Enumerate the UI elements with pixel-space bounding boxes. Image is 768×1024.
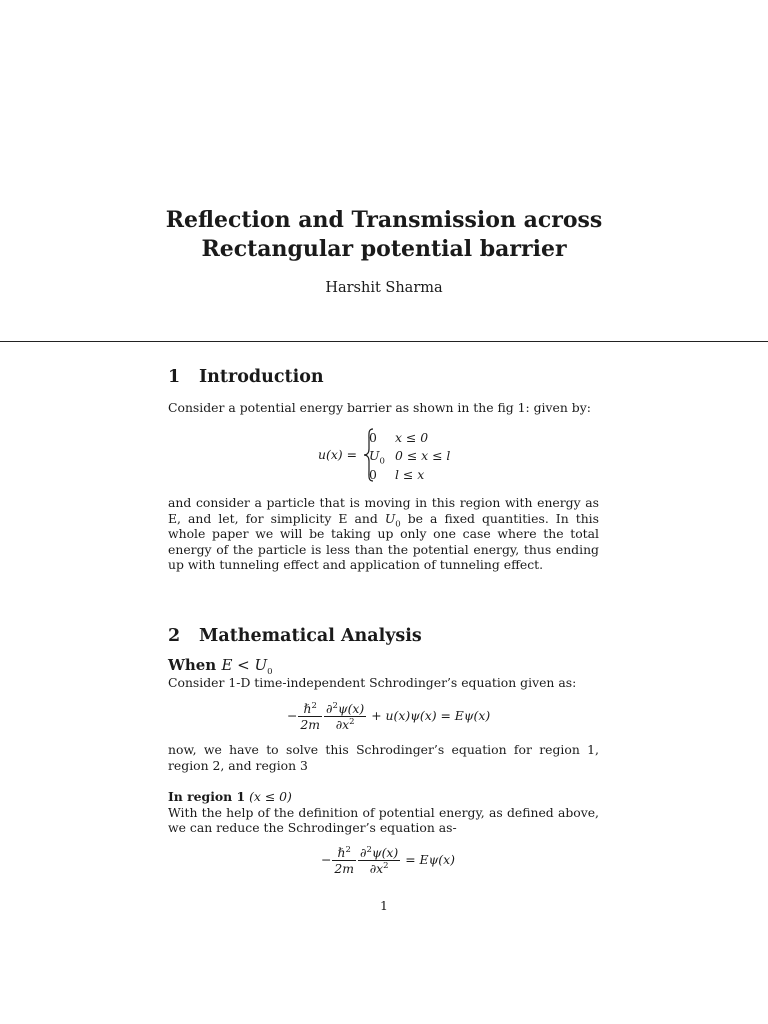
region-1-condition: (x ≤ 0): [249, 789, 292, 804]
equation-case-row: [369, 448, 451, 467]
section-2-title: Mathematical Analysis: [199, 626, 422, 646]
eq-psi: ψ(x): [371, 845, 399, 860]
section-1-para-1-text: Consider a potential energy barrier as shown in the fig 1: given by:: [168, 400, 591, 415]
section-1-para-1: [168, 400, 599, 416]
section-1-number: 1: [168, 367, 181, 387]
section-2-para-2: [168, 742, 599, 773]
schrodinger-equation: [287, 701, 490, 732]
eq-psi: ψ(x): [337, 701, 365, 716]
case-value: 0: [369, 467, 377, 482]
case-value: U: [369, 448, 380, 463]
title-line-1: Reflection and Transmission across: [165, 207, 603, 233]
eq-sup: 2: [383, 860, 389, 871]
section-2-para-1: [168, 675, 599, 691]
subheading-condition: E < U: [221, 656, 268, 674]
para-2-symbol-subscript: 0: [395, 518, 401, 529]
eq-rest: = Eψ(x): [405, 852, 455, 867]
subheading-when: When: [168, 656, 217, 674]
eq-minus: −: [321, 852, 332, 867]
eq-sup: 2: [332, 700, 338, 711]
eq-denominator: 2m: [334, 861, 355, 876]
case-value-subscript: 0: [379, 456, 385, 467]
subheading-condition-subscript: 0: [267, 667, 273, 677]
title-line-2: Rectangular potential barrier: [201, 236, 567, 262]
section-2-heading: [168, 626, 422, 646]
section-2-para-1-text: Consider 1-D time-independent Schrodinger’s equation given as:: [168, 675, 577, 690]
equation-case-row: [369, 467, 424, 482]
eq-denominator: 2m: [300, 717, 321, 732]
section-2-number: 2: [168, 626, 181, 646]
eq-fraction-hbar: [332, 845, 356, 876]
eq-partial-x: ∂x: [335, 717, 350, 732]
horizontal-rule: [0, 341, 768, 342]
paper-title: [0, 206, 768, 264]
eq-hbar: ℏ: [337, 845, 346, 860]
para-2-text-b: be a fixed quantities. In this whole paper we will be taking up only one case where the total energy of the particle is less than the potential energy, thus ending up with tunneling effect and application of tunneling effect.: [168, 510, 599, 572]
eq-rest: + u(x)ψ(x) = Eψ(x): [371, 708, 491, 723]
section-1-title: Introduction: [199, 367, 324, 387]
section-1-heading: [168, 367, 324, 387]
eq-sup: 2: [345, 844, 351, 855]
region-1-text: With the help of the definition of potential energy, as defined above, we can reduce the Schrodinger’s equation as-: [168, 804, 599, 835]
eq-sup: 2: [349, 716, 355, 727]
eq-sup: 2: [311, 700, 317, 711]
eq-partial-x: ∂x: [369, 861, 384, 876]
equation-case-row: [369, 430, 428, 445]
eq-fraction-derivative: [358, 845, 400, 876]
eq-partial: ∂: [326, 701, 333, 716]
region-1-label: In region 1: [168, 789, 246, 804]
eq-fraction-hbar: [298, 701, 322, 732]
reduced-schrodinger-equation: [321, 845, 455, 876]
region-1-block: [168, 789, 599, 836]
case-subheading: [168, 656, 273, 677]
case-condition: x ≤ 0: [395, 430, 429, 445]
page-number: 1: [380, 898, 388, 913]
author-name: Harshit Sharma: [325, 280, 443, 296]
section-2-para-2-text: now, we have to solve this Schrodinger’s equation for region 1, region 2, and region 3: [168, 742, 599, 773]
eq-sup: 2: [366, 844, 372, 855]
para-2-symbol-u: U: [384, 510, 396, 526]
case-value: 0: [369, 430, 377, 445]
para-2-text-a: and consider a particle that is moving in this region with energy as E, and let, for simplicity E and: [168, 495, 599, 526]
eq-fraction-derivative: [324, 701, 366, 732]
eq-hbar: ℏ: [303, 701, 312, 716]
equation-lhs: u(x) =: [318, 447, 357, 462]
case-condition: l ≤ x: [395, 467, 425, 482]
eq-partial: ∂: [360, 845, 367, 860]
case-condition: 0 ≤ x ≤ l: [395, 448, 451, 463]
section-1-para-2: [168, 495, 599, 573]
eq-minus: −: [287, 708, 298, 723]
